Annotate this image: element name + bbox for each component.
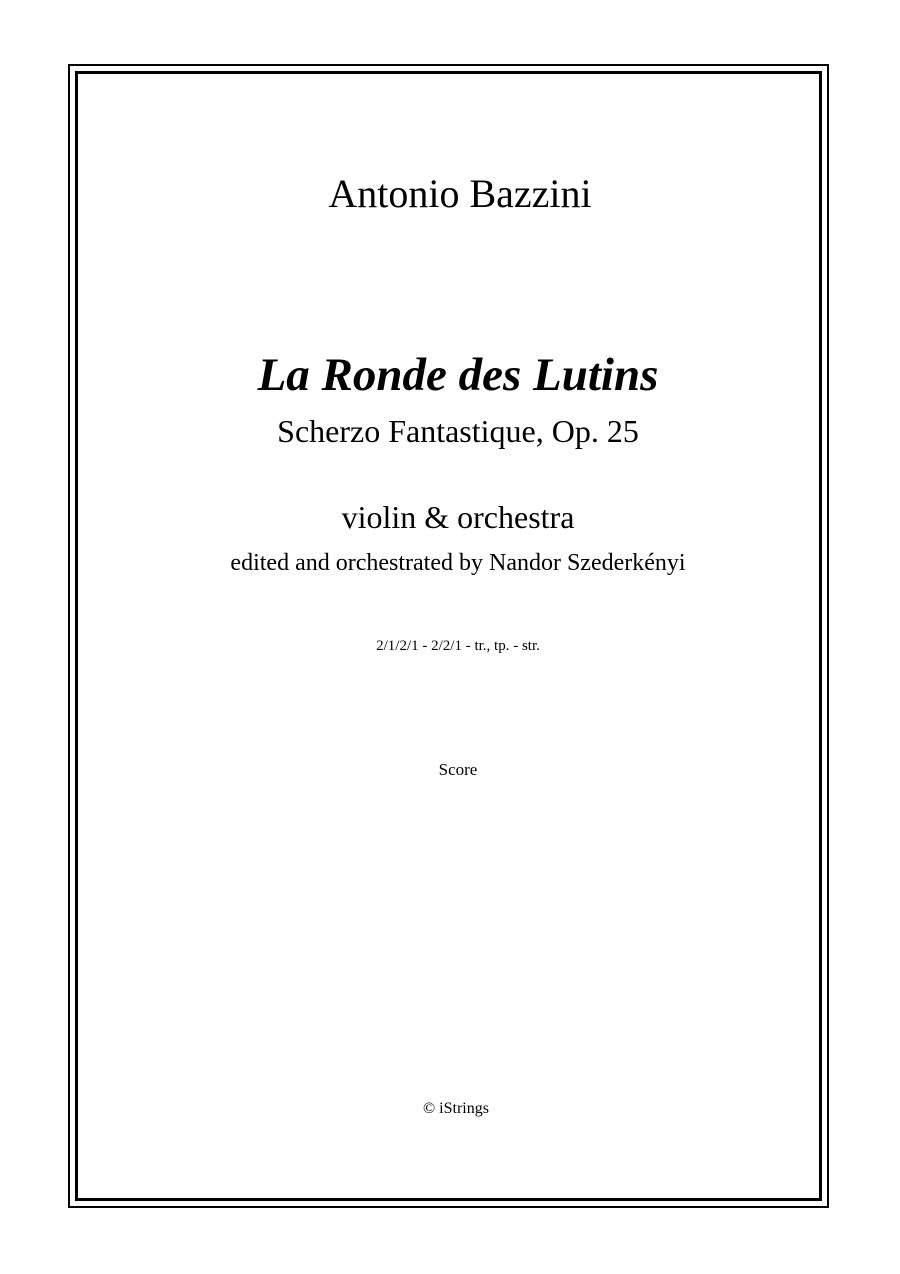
composer-name: Antonio Bazzini — [328, 171, 592, 216]
page-border-inner — [75, 71, 822, 1201]
editor-credit: edited and orchestrated by Nandor Szederkényi — [230, 550, 686, 576]
orchestra-scoring: 2/1/2/1 - 2/2/1 - tr., tp. - str. — [376, 638, 540, 654]
copyright-notice: © iStrings — [423, 1100, 489, 1117]
work-title: La Ronde des Lutins — [257, 349, 659, 401]
instrumentation: violin & orchestra — [341, 499, 575, 535]
work-subtitle: Scherzo Fantastique, Op. 25 — [277, 413, 639, 449]
edition-type: Score — [438, 760, 478, 779]
